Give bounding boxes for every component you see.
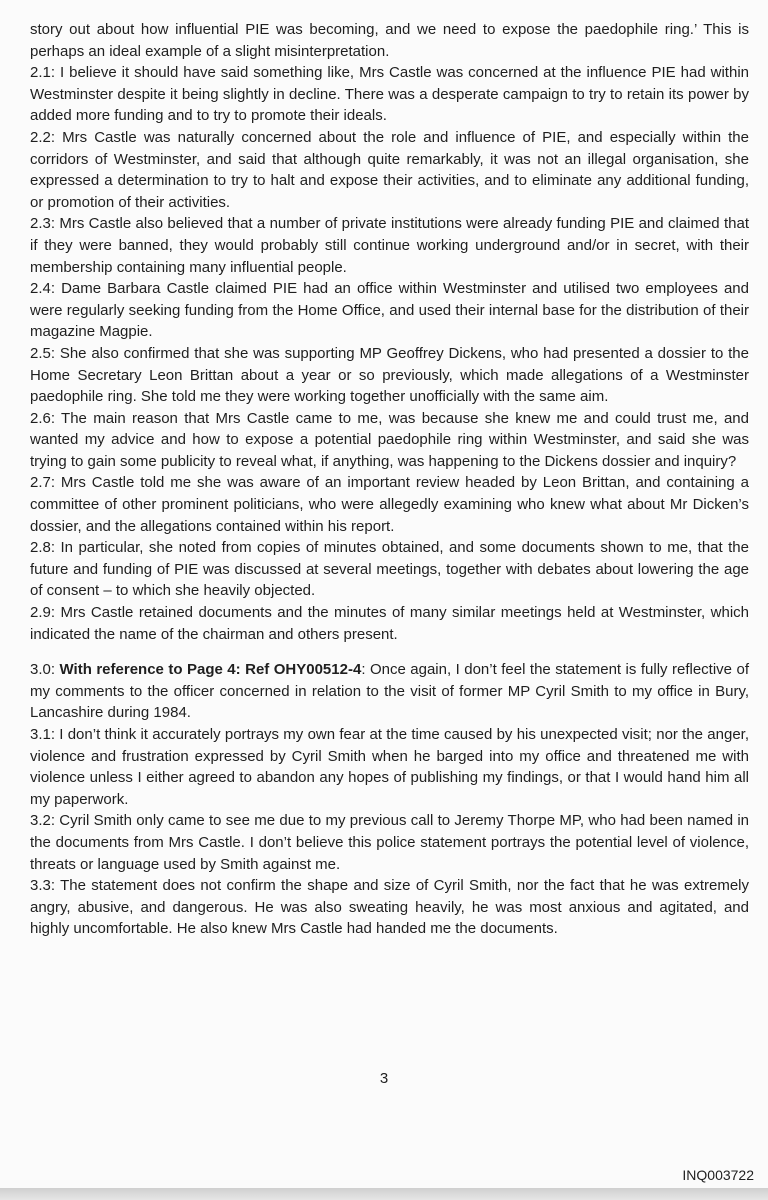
section-gap: [30, 645, 749, 659]
page-number: 3: [379, 1070, 389, 1087]
document-id: INQ003722: [682, 1167, 754, 1183]
page-bottom-edge: [0, 1188, 768, 1200]
paragraph-3-0-text: : Once again, I don’t feel the statement is fully reflective of my comments to the officer concerned in relation to the visit of former MP Cyril Smith to my office in Bury, Lancashire during 1984.: [30, 661, 750, 722]
paragraph-3-0-number: 3.0:: [30, 661, 56, 679]
paragraph-3-2: 3.2: Cyril Smith only came to see me due to my previous call to Jeremy Thorpe MP, who had been named in the documents from Mrs Castle. I don’t believe this police statement portrays the potential level of violence, threats or language used by Smith against me.: [30, 812, 749, 873]
paragraph-2-5: 2.5: She also confirmed that she was supporting MP Geoffrey Dickens, who had presented a dossier to the Home Secretary Leon Brittan about a year or so previously, which made allegations of a Westminster paedophile ring. She told me they were working together unofficially with the same aim.: [30, 344, 749, 406]
paragraph-3-1: 3.1: I don’t think it accurately portrays my own fear at the time caused by his unexpected visit; nor the anger, violence and frustration expressed by Cyril Smith when he barged into my office and threatened me with violence unless I either agreed to abandon any hopes of publishing my findings, or that I would hand him all my paperwork.: [30, 726, 749, 808]
page-reference: With reference to Page 4: Ref OHY00512-4: [59, 661, 362, 679]
paragraph-2-6: 2.6: The main reason that Mrs Castle came to me, was because she knew me and could trust me, and wanted my advice and how to expose a potential paedophile ring within Westminster, and said she was trying to gain some publicity to reveal what, if anything, was happening to the Dickens dossier and inquiry?: [30, 409, 749, 470]
paragraph-2-9: 2.9: Mrs Castle retained documents and the minutes of many similar meetings held at Westminster, which indicated the name of the chairman and others present.: [30, 604, 749, 643]
paragraph-2-4: 2.4: Dame Barbara Castle claimed PIE had an office within Westminster and utilised two employees and were regularly seeking funding from the Home Office, and used their internal base for the distribution of their magazine Magpie.: [30, 280, 749, 341]
paragraph-3-3: 3.3: The statement does not confirm the shape and size of Cyril Smith, nor the fact that he was extremely angry, abusive, and dangerous. He was also sweating heavily, he was most anxious and agitated, and highly uncomfortable. He also knew Mrs Castle had handed me the documents.: [30, 877, 749, 938]
paragraph-2-3: 2.3: Mrs Castle also believed that a number of private institutions were already funding PIE and claimed that if they were banned, they would probably still continue working underground and/or in secret, with their membership containing many influential people.: [30, 215, 749, 276]
paragraph-2-8: 2.8: In particular, she noted from copies of minutes obtained, and some documents shown to me, that the future and funding of PIE was discussed at several meetings, together with debates about lowering the age of consent – to which she heavily objected.: [30, 539, 749, 600]
document-body: [30, 19, 749, 940]
paragraph-2-2: 2.2: Mrs Castle was naturally concerned about the role and influence of PIE, and especially within the corridors of Westminster, and said that although quite remarkably, it was not an illegal organisation, she expressed a determination to try to halt and expose their activities, and to eliminate any additional funding, or promotion of their activities.: [30, 128, 749, 211]
paragraph-3-0: [30, 659, 749, 724]
paragraph-2-1: 2.1: I believe it should have said something like, Mrs Castle was concerned at the influence PIE had within Westminster despite it being slightly in decline. There was a desperate campaign to try to retain its power by added more funding and to try to promote their ideals.: [30, 64, 749, 125]
paragraph-2-7: 2.7: Mrs Castle told me she was aware of an important review headed by Leon Brittan, and containing a committee of other prominent politicians, who were allegedly examining who knew what about Mr Dicken’s dossier, and the allegations contained within his report.: [30, 474, 749, 535]
paragraph-continuation: story out about how influential PIE was becoming, and we need to expose the paedophile ring.’ This is perhaps an ideal example of a slight misinterpretation.: [30, 21, 749, 60]
